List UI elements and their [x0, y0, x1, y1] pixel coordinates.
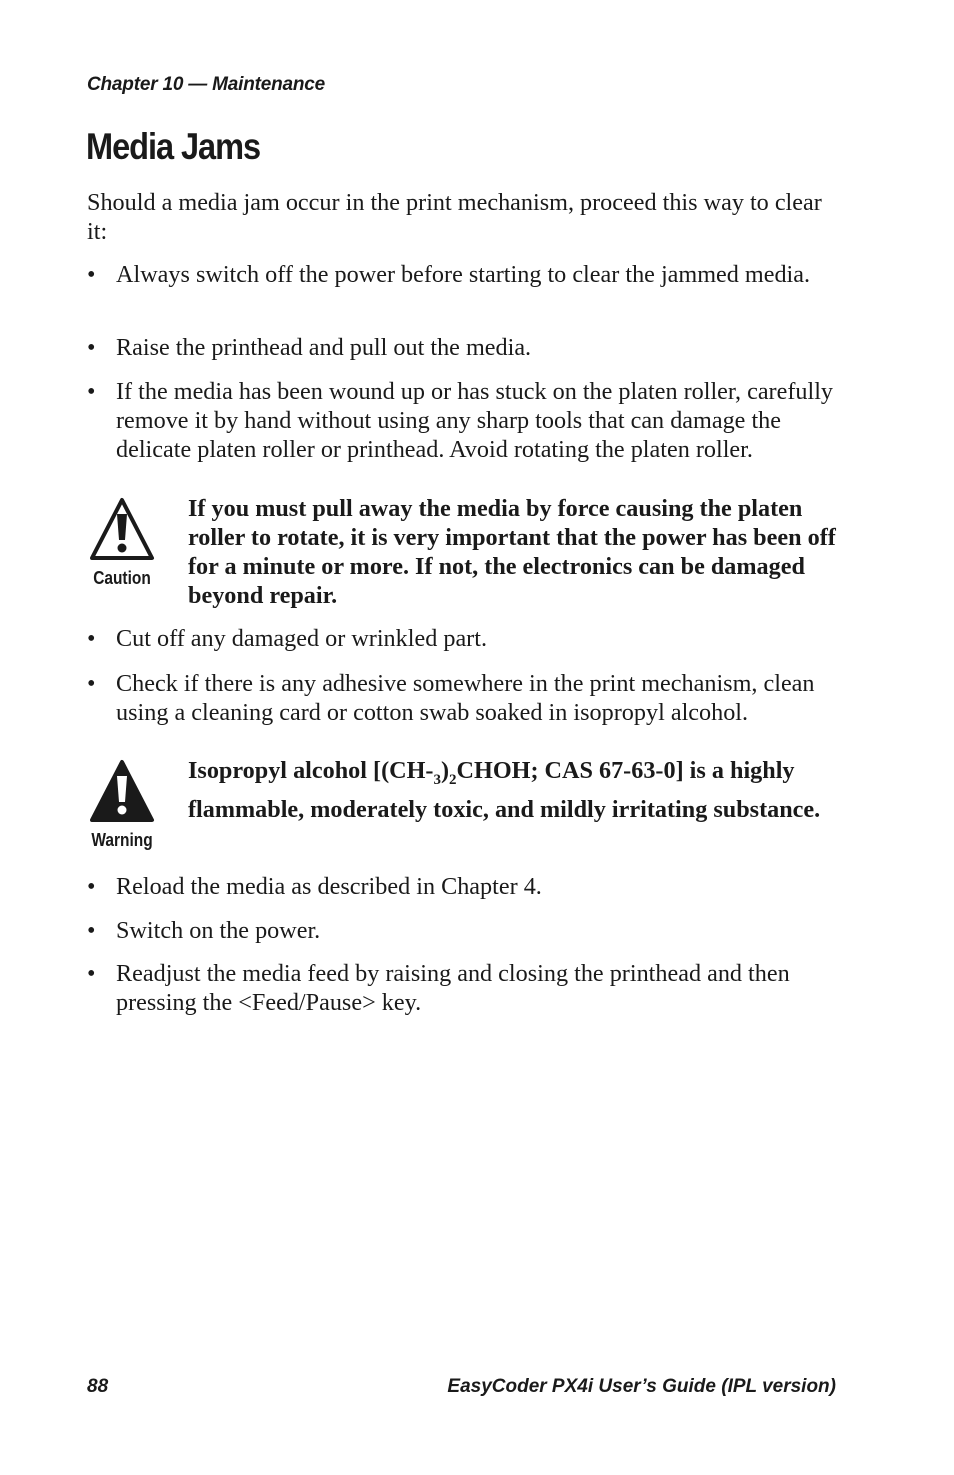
list-item	[87, 377, 839, 464]
list-item	[87, 260, 839, 289]
page-title: Media Jams	[86, 126, 261, 167]
warning-subscript: 3	[433, 772, 441, 788]
bullet-glyph: •	[87, 917, 96, 944]
warning-text-part: )	[440, 757, 450, 784]
bullet-glyph: •	[87, 261, 96, 288]
bullet-glyph: •	[87, 378, 96, 405]
list-item-text: Always switch off the power before starting to clear the jammed media.	[116, 261, 811, 288]
list-item	[87, 669, 839, 727]
warning-text-part: CHOH; CAS 67-63-0] is a highly flammable, moderately toxic, and mildly irritating substance.	[188, 757, 821, 823]
warning-label: Warning	[91, 830, 153, 850]
warning-triangle-icon	[86, 756, 158, 828]
caution-text: If you must pull away the media by force causing the platen roller to rotate, it is very important that the power has been off for a minute or more. If not, the electronics can be damaged beyond repair.	[188, 495, 836, 609]
list-item-text: If the media has been wound up or has stuck on the platen roller, carefully remove it by hand without using any sharp tools that can damage the delicate platen roller or printhead. Avoid rotating the platen roller.	[116, 378, 834, 463]
running-head-chapter: Chapter 10 — Maintenance	[87, 74, 326, 95]
bullet-glyph: •	[87, 873, 96, 900]
list-item-text: Readjust the media feed by raising and closing the printhead and then pressing the <Feed/Pause> key.	[116, 960, 790, 1016]
list-item-text: Switch on the power.	[116, 917, 321, 944]
intro-paragraph: Should a media jam occur in the print mechanism, proceed this way to clear it:	[87, 189, 822, 245]
list-item-text: Cut off any damaged or wrinkled part.	[116, 625, 487, 652]
list-item-text: Reload the media as described in Chapter 4.	[116, 873, 542, 900]
book-title: EasyCoder PX4i User’s Guide (IPL version)	[447, 1376, 836, 1397]
warning-notice-icon	[84, 756, 160, 851]
list-item-text: Check if there is any adhesive somewhere in the print mechanism, clean using a cleaning card or cotton swab soaked in isopropyl alcohol.	[116, 670, 815, 726]
list-item	[87, 959, 839, 1017]
warning-text-part: Isopropyl alcohol [(CH-	[188, 757, 434, 784]
warning-subscript: 2	[449, 772, 457, 788]
page-number: 88	[87, 1376, 109, 1397]
bullet-glyph: •	[87, 625, 96, 652]
list-item	[87, 872, 839, 901]
list-item	[87, 333, 839, 362]
bullet-glyph: •	[87, 960, 96, 987]
list-item	[87, 916, 839, 945]
list-item-text: Raise the printhead and pull out the media.	[116, 334, 532, 361]
bullet-glyph: •	[87, 334, 96, 361]
caution-notice-icon	[84, 494, 160, 589]
list-item	[87, 624, 839, 653]
caution-triangle-icon	[86, 494, 158, 566]
warning-text	[188, 756, 842, 824]
caution-label: Caution	[93, 568, 151, 588]
bullet-glyph: •	[87, 670, 96, 697]
